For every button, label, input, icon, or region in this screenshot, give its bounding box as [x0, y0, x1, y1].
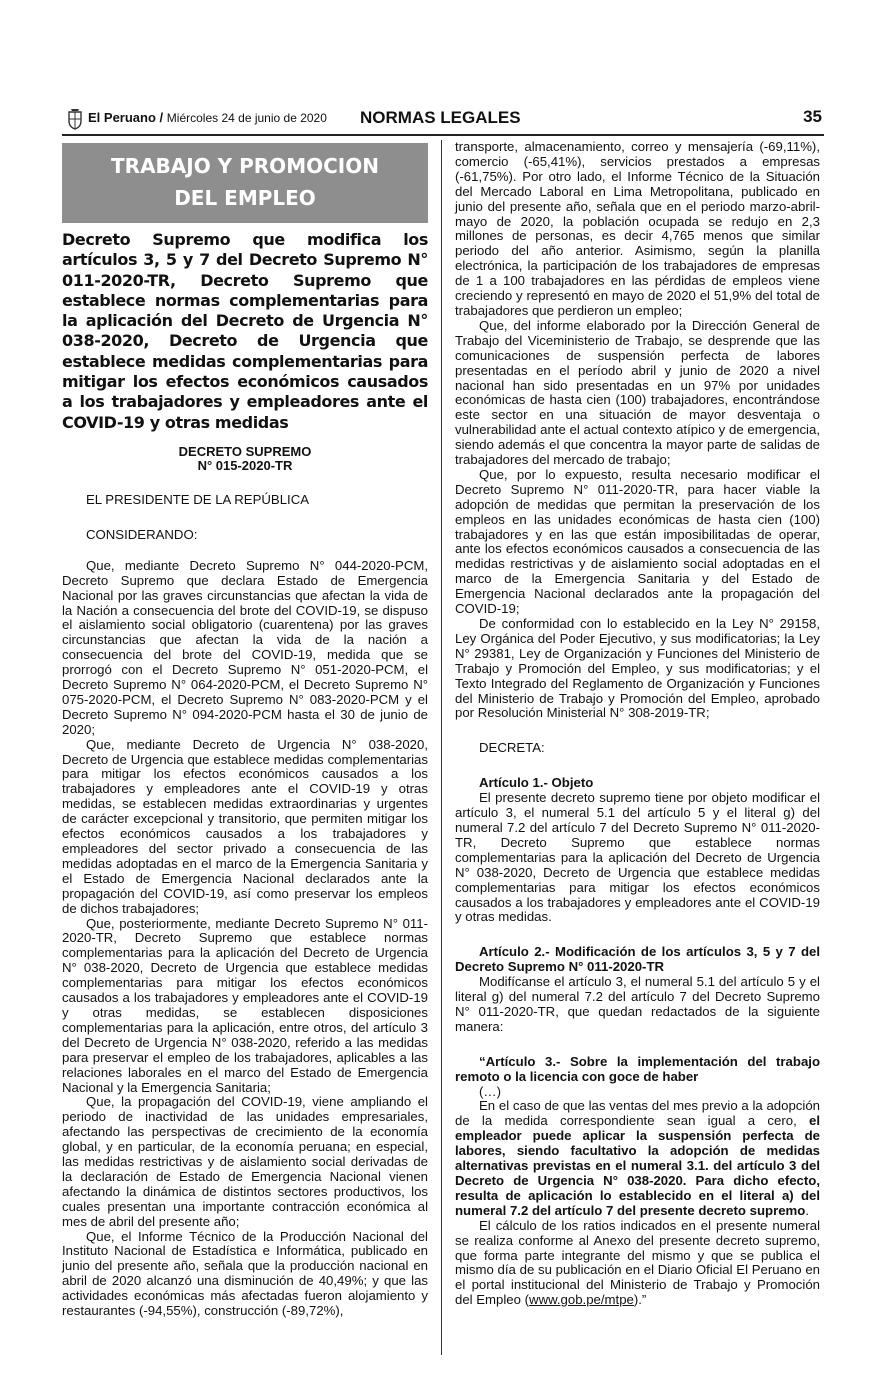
header-separator: /: [159, 110, 164, 125]
paragraph: Que, el Informe Técnico de la Producción Nacional del Instituto Nacional de Estadística e Informática, publicado en junio del presente año, señala que la producción nacional en abril de 2020 alcanzó una disminución de 40,49%; y que las actividades económicas más afectadas fueron alojamiento y restaurantes (-94,55%), construcción (-89,72%),: [62, 1228, 428, 1319]
paragraph: De conformidad con lo establecido en la Ley N° 29158, Ley Orgánica del Poder Ejecutivo, y sus modificatorias; la Ley N° 29381, Ley de Organización y Funciones del Ministerio de Trabajo y Promoción del Empleo, y sus modificatorias; y el Texto Integrado del Reglamento de Organización y Funciones del Ministerio de Trabajo y Promoción del Empleo, aprobado por Resolución Ministerial N° 308-2019-TR;: [455, 616, 820, 721]
decreta-label: DECRETA:: [479, 740, 545, 756]
decree-label: DECRETO SUPREMO: [178, 443, 312, 459]
banner-line-2: DEL EMPLEO: [174, 186, 316, 210]
page-header: [62, 104, 824, 136]
left-column: [62, 230, 428, 1319]
column-divider: [441, 140, 442, 1355]
paragraph: Que, mediante Decreto Supremo N° 044-2020-PCM, Decreto Supremo que declara Estado de Emergencia Nacional por las graves circunstancias que afectan la vida de la Nación a consecuencia del brote del COVID-19, se dispuso el aislamiento social obligatorio (cuarentena) por las graves circunstancias que afectan la vida de la nación a consecuencia del brote del COVID-19, medida que se prorrogó con el Decreto Supremo N° 051-2020-PCM, el Decreto Supremo N° 064-2020-PCM, el Decreto Supremo N° 075-2020-PCM, el Decreto Supremo N° 083-2020-PCM y el Decreto Supremo N° 094-2020-PCM hasta el 30 de junio de 2020;: [62, 557, 428, 737]
article-3-text-plain: En el caso de que las ventas del mes previo a la adopción de la medida correspondiente sean igual a cero,: [455, 1098, 820, 1129]
coat-of-arms-icon: [66, 108, 84, 130]
calculation-text-end: ).”: [633, 1292, 647, 1308]
paragraph: transporte, almacenamiento, correo y mensajería (-69,11%), comercio (-65,41%), servicios prestados a empresas (-61,75%). Por otro lado, el Informe Técnico de la Situación del Mercado Laboral en Lima Metropolitana, publicado en junio del presente año, señala que en el periodo marzo-abril-mayo de 2020, la población ocupada se redujo en 2,3 millones de personas, es decir 4,765 menos que similar periodo del año anterior. Asimismo, según la planilla electrónica, la participación de los trabajadores de empresas de 1 a 100 trabajadores en las pérdidas de empleos viene creciendo y representó en mayo de 2020 el 51,9% del total de trabajadores que perdieron un empleo;: [455, 139, 820, 318]
paragraph: Que, del informe elaborado por la Dirección General de Trabajo del Viceministerio de Trabajo, se desprende que las comunicaciones de suspensión perfecta de labores presentadas en el período abril y junio de 2020 a nivel nacional han sido presentadas en un 97% por unidades económicas de hasta cien (100) trabajadores, encontrándose este sector en una situación de mayor desventaja o vulnerabilidad ante el actual contexto atípico y de emergencia, siendo además el que concentra la mayor parte de salidas de trabajadores del mercado de trabajo;: [455, 317, 820, 468]
calculation-text: [455, 1219, 820, 1308]
section-name: NORMAS LEGALES: [360, 108, 521, 127]
paragraph: Que, la propagación del COVID-19, viene ampliando el periodo de inactividad de las unidades empresariales, afectando las perspectivas de crecimiento de la economía global, y en particular, de la economía peruana; en especial, las medidas restrictivas y de aislamiento social derivadas de la declaración de Estado de Emergencia Nacional vienen afectando la dinámica de distintos sectores productivos, los cuales presentan una importante contracción económica al mes de abril del presente año;: [62, 1094, 428, 1229]
ellipsis: (…): [479, 1083, 501, 1099]
document-title: Decreto Supremo que modifica los artículos 3, 5 y 7 del Decreto Supremo N° 011-2020-TR, Decreto Supremo que establece normas complementarias para la aplicación del Decreto de Urgencia N° 038-2020, Decreto de Urgencia que establece medidas complementarias para mitigar los efectos económicos causados a los trabajadores y empleadores ante el COVID-19 y otras medidas: [62, 230, 428, 432]
paragraph: Que, posteriormente, mediante Decreto Supremo N° 011-2020-TR, Decreto Supremo que establece normas complementarias para la aplicación del Decreto de Urgencia N° 038-2020, Decreto de Urgencia que establece medidas complementarias para mitigar los efectos económicos causados a los trabajadores y empleadores ante el COVID-19 y otras medidas, se establecen disposiciones complementarias para la aplicación, entre otros, del artículo 3 del Decreto de Urgencia N° 038-2020, referido a las medidas para preservar el empleo de los trabajadores, aplicables a las relaciones laborales en el marco del Estado de Emergencia Nacional y la Emergencia Sanitaria;: [62, 915, 428, 1095]
decree-number: N° 015-2020-TR: [197, 457, 293, 473]
page-number: 35: [803, 107, 822, 126]
article-1-text: El presente decreto supremo tiene por objeto modificar el artículo 3, el numeral 5.1 del artículo 5 y el literal g) del numeral 7.2 del artículo 7 del Decreto Supremo N° 011-2020-TR, Decreto Supremo que establece normas complementarias para la aplicación del Decreto de Urgencia N° 038-2020, Decreto de Urgencia que establece medidas complementarias para mitigar los efectos económicos causados a los trabajadores y empleadores ante el COVID-19 y otras medidas.: [455, 790, 820, 925]
president-line: EL PRESIDENTE DE LA REPÚBLICA: [86, 491, 310, 507]
article-2-heading: Artículo 2.- Modificación de los artículos 3, 5 y 7 del Decreto Supremo N° 011-2020-TR: [455, 944, 820, 975]
newspaper-info: [88, 110, 327, 125]
mtpe-link[interactable]: www.gob.pe/mtpe: [529, 1292, 634, 1308]
banner-line-1: TRABAJO Y PROMOCION: [111, 154, 379, 178]
article-3-heading: “Artículo 3.- Sobre la implementación del trabajo remoto o la licencia con goce de haber: [455, 1053, 820, 1084]
section-banner: [62, 143, 428, 223]
article-3-text-bold: el empleador puede aplicar la suspensión perfecta de labores, siendo facultativo la adopción de medidas alternativas previstas en el numeral 3.1. del artículo 3 del Decreto de Urgencia N° 038-2020. Para dicho efecto, resulta de aplicación lo establecido en el literal a) del numeral 7.2 del artículo 7 del presente decreto supremo: [455, 1113, 820, 1218]
right-column: [455, 140, 820, 1308]
article-1-heading: Artículo 1.- Objeto: [479, 775, 594, 791]
issue-date: Miércoles 24 de junio de 2020: [166, 111, 327, 125]
article-3-text-end: .: [805, 1202, 809, 1218]
newspaper-name: El Peruano: [88, 110, 156, 125]
paragraph: Que, mediante Decreto de Urgencia N° 038-2020, Decreto de Urgencia que establece medidas complementarias para mitigar los efectos económicos causados a los trabajadores y empleadores ante el COVID-19 y otras medidas, se establecen medidas extraordinarias y urgentes de carácter excepcional y transitorio, que permiten mitigar los efectos económicos causados a los trabajadores y empleadores del sector privado a consecuencia de las medidas adoptadas en el marco de la Emergencia Sanitaria y el Estado de Emergencia Nacional declarados ante la propagación del COVID-19, así como preservar los empleos de dichos trabajadores;: [62, 736, 428, 916]
considerando-label: CONSIDERANDO:: [86, 526, 198, 542]
paragraph: Que, por lo expuesto, resulta necesario modificar el Decreto Supremo N° 011-2020-TR, para hacer viable la adopción de medidas que permitan la preservación de los empleos en las unidades económicas de hasta cien (100) trabajadores y en las que están imposibilitadas de operar, ante los efectos económicos causados a consecuencia de las medidas restrictivas y de aislamiento social adoptadas en el marco de la Emergencia Sanitaria y del Estado de Emergencia Nacional declarados ante la propagación del COVID-19;: [455, 466, 820, 617]
article-3-text: [455, 1099, 820, 1218]
calculation-text-body: El cálculo de los ratios indicados en el presente numeral se realiza conforme al Anexo del presente decreto supremo, que forma parte integrante del mismo y que se publica el mismo día de su publicación en el Diario Oficial El Peruano en el portal institucional del Ministerio de Trabajo y Promoción del Empleo (: [455, 1217, 820, 1308]
article-2-text: Modifícanse el artículo 3, el numeral 5.1 del artículo 5 y el literal g) del numeral 7.2 del artículo 7 del Decreto Supremo N° 011-2020-TR, que quedan redactados de la siguiente manera:: [455, 974, 820, 1034]
